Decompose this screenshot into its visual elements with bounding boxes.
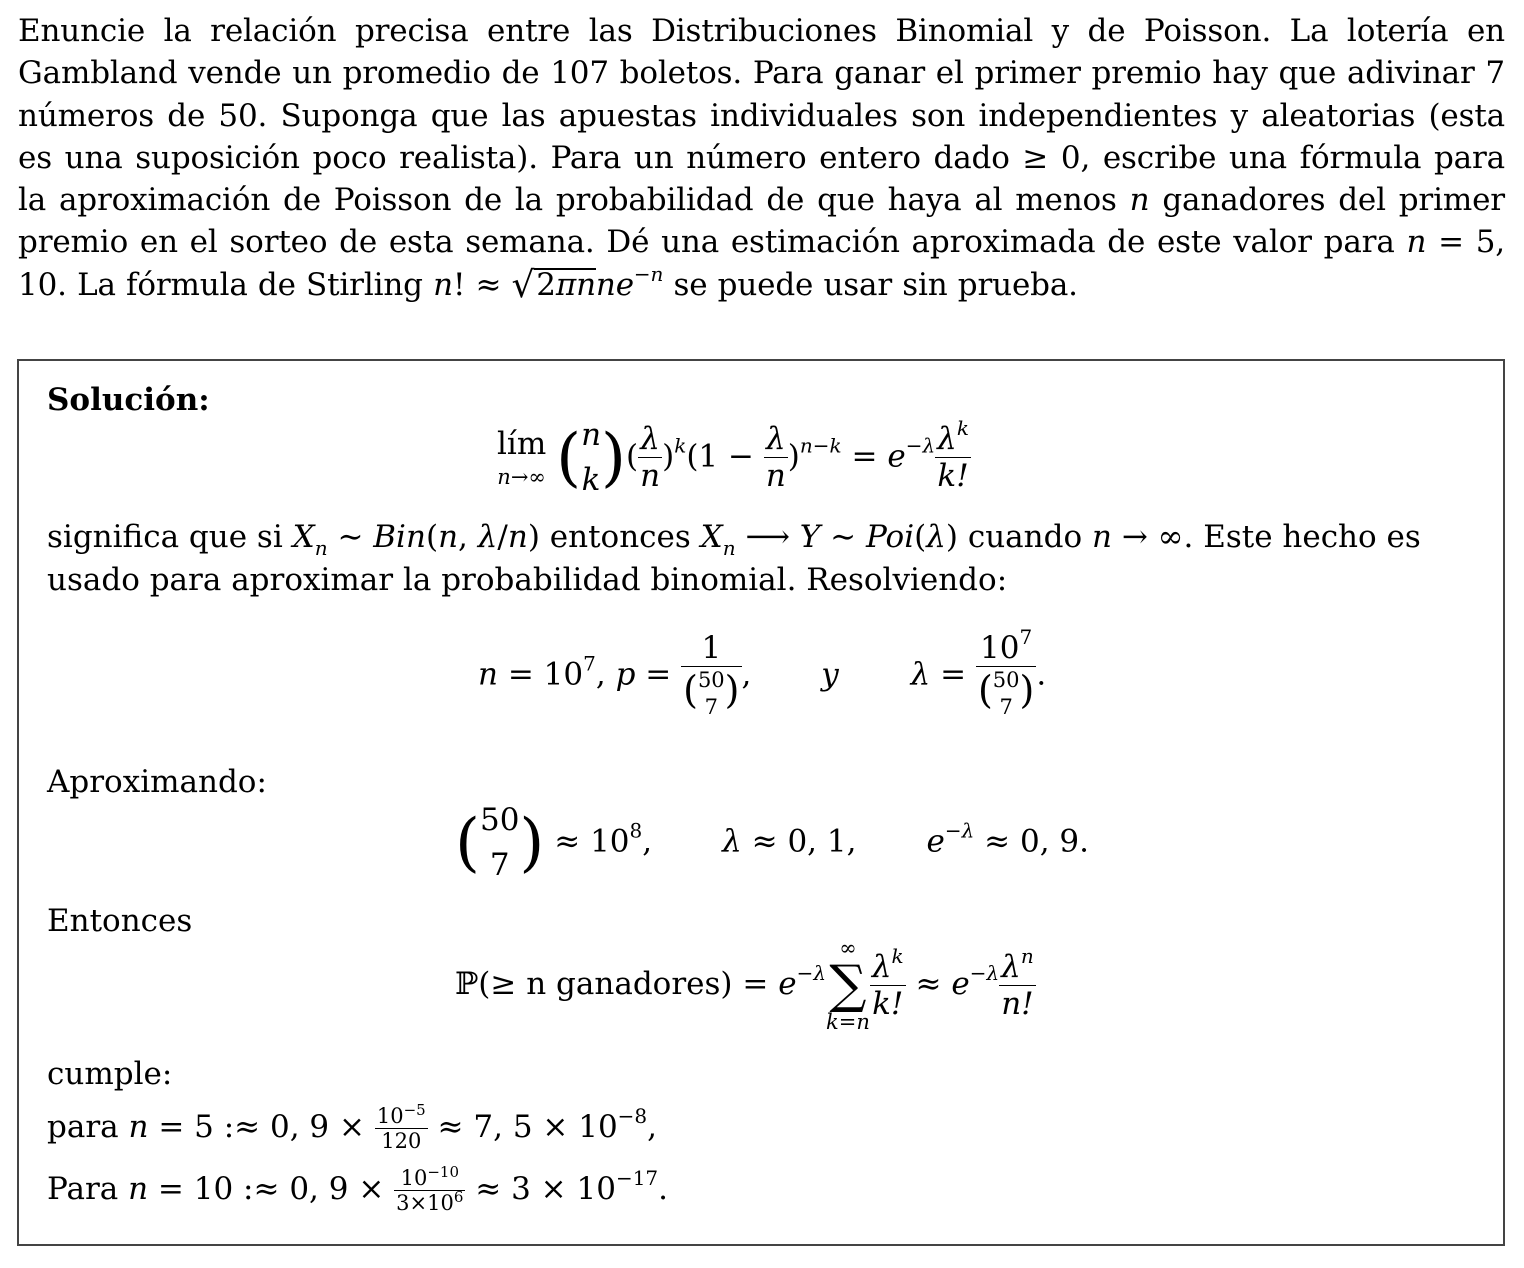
problem-sentence-7b: se puede usar sin prueba.: [673, 266, 1078, 303]
problem-sentence-5b: ganadores del primer premio en el sorteo de esta semana.: [18, 182, 1505, 261]
meaning-line-2: usado para aproximar la probabilidad binomial. Resolviendo:: [47, 562, 1008, 598]
case-n5: para n = 5 :≈ 0, 9 × $\frac{10^{-5}}{120}$ ≈ 7, $5 \times 10^{-8}$,: [47, 1101, 658, 1153]
meaning-text-c: cuando: [967, 519, 1083, 555]
problem-statement: [18, 10, 1505, 307]
probability-label: ℙ(≥ n ganadores): [455, 966, 733, 1003]
cumple-label: cumple:: [47, 1056, 173, 1092]
problem-sentence-6b: = 5, 10.: [18, 224, 1505, 303]
limit-label: lím: [497, 426, 547, 463]
meaning-text-d: . Este hecho es: [1183, 519, 1421, 555]
then-label: Entonces: [47, 903, 193, 939]
probability-equation: ℙ(≥ n ganadores) = $e^{-\lambda}$ ∞ ∑ k=n $\frac{\lambda^k}{k!}$ ≈ $e^{-\lambda}$ $\frac{\lambda^n}{n!}$: [455, 936, 1034, 1035]
var-n: n: [1406, 224, 1427, 261]
problem-sentence-6a: Dé una estimación aproximada de este valor para: [606, 224, 1395, 261]
problem-sentence-4: Suponga que las apuestas individuales son independientes y aleatorias (esta es una suposición poco realista).: [18, 97, 1505, 176]
meaning-text-a: significa que si: [47, 519, 283, 555]
and-word: y: [821, 656, 839, 693]
meaning-line: significa que si $X_n$ ∼ Bin(n, λ/n) entonces $X_n$ ⟶ Y ∼ Poi(λ) cuando n → ∞. Este hecho es: [47, 519, 1421, 560]
solution-heading: Solución:: [47, 382, 210, 418]
var-n: n: [1129, 182, 1150, 219]
limit-equation: lím n→∞ ( n k )( $\frac{\lambda}{n}$ )$^k$(1 − $\frac{\lambda}{n}$ )$^{n-k} = e^{-\lambda}$ $\frac{\lambda^k}{k!}$: [497, 416, 969, 498]
approx-label: Aproximando:: [47, 764, 267, 800]
definitions-equation: $n = 10^7$, p = 1 ( 50 7 ) , y λ = $10^7$ ( 50 7 ) .: [478, 625, 1047, 720]
problem-sentence-7a: La fórmula de Stirling: [77, 266, 423, 303]
problem-sentence-2: La lotería en Gambland vende un promedio de 107 boletos.: [18, 13, 1505, 92]
case-n10: Para n = 10 :≈ 0, 9 × $\frac{10^{-10}}{3\times 10^6}$ ≈ $3 \times 10^{-17}$.: [47, 1163, 669, 1215]
stirling-formula: n! ≈ √2πnne$^{-n}$: [433, 261, 664, 306]
problem-sentence-5a: Para un número entero dado ≥ 0, escribe una fórmula para la aproximación de Poisson de la probabilidad de que haya al menos: [18, 139, 1505, 219]
approximations-equation: ( 50 7 ) ≈ $10^8$, λ ≈ 0, 1, $e^{-\lambda} \approx 0$, 9.: [455, 802, 1089, 883]
meaning-text-b: entonces: [549, 519, 691, 555]
problem-sentence-1: Enuncie la relación precisa entre las Distribuciones Binomial y de Poisson.: [18, 13, 1272, 49]
problem-sentence-3: Para ganar el primer premio hay que adivinar 7 números de 50.: [18, 55, 1505, 134]
case10-prefix: Para: [47, 1171, 119, 1207]
limit-subscript: n→∞: [497, 465, 546, 490]
case5-prefix: para: [47, 1109, 119, 1145]
